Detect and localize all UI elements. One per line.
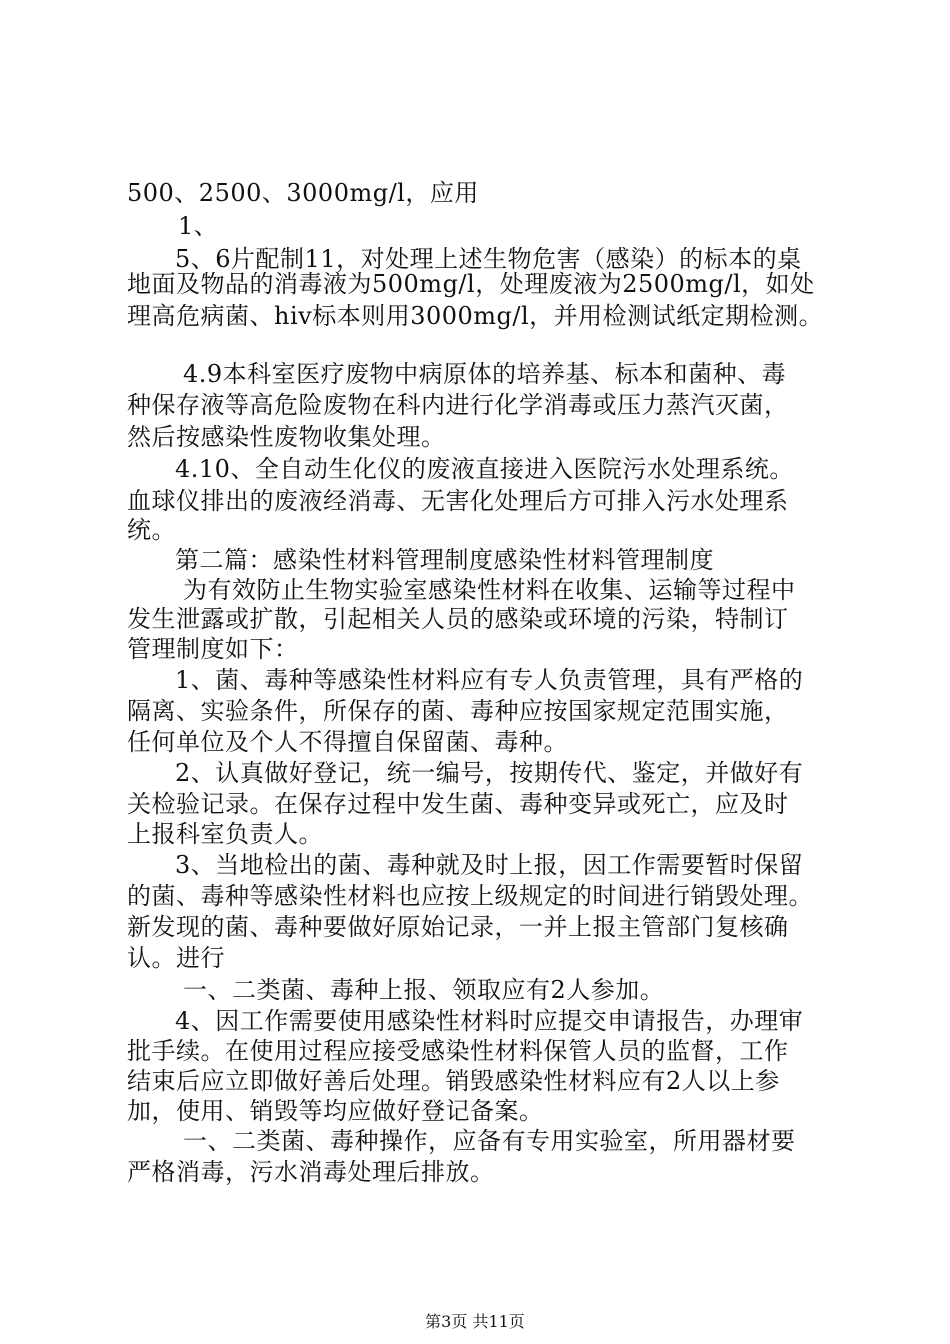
text-line: 1、菌、毒种等感染性材料应有专人负责管理，具有严格的 <box>175 666 804 694</box>
text-line: 地面及物品的消毒液为500mg/l，处理废液为2500mg/l，如处 <box>127 270 815 298</box>
text-line: 4、因工作需要使用感染性材料时应提交申请报告，办理审 <box>175 1007 804 1035</box>
text-line: 5、6片配制11，对处理上述生物危害（感染）的标本的桌 <box>175 245 802 273</box>
text-line: 4.9本科室医疗废物中病原体的培养基、标本和菌种、毒 <box>183 360 787 388</box>
text-line: 加，使用、销毁等均应做好登记备案。 <box>127 1097 544 1125</box>
text-line: 严格消毒，污水消毒处理后排放。 <box>127 1158 495 1186</box>
text-line: 3、当地检出的菌、毒种就及时上报，因工作需要暂时保留 <box>175 851 804 879</box>
text-line: 血球仪排出的废液经消毒、无害化处理后方可排入污水处理系 <box>127 487 789 515</box>
text-line: 统。 <box>127 516 176 544</box>
text-line: 为有效防止生物实验室感染性材料在收集、运输等过程中 <box>183 576 796 604</box>
text-line: 种保存液等高危险废物在科内进行化学消毒或压力蒸汽灭菌， <box>127 391 789 419</box>
text-line: 新发现的菌、毒种要做好原始记录，一并上报主管部门复核确 <box>127 913 789 941</box>
text-line: 任何单位及个人不得擅自保留菌、毒种。 <box>127 728 568 756</box>
section-heading: 第二篇：感染性材料管理制度感染性材料管理制度 <box>175 546 714 574</box>
text-line: 的菌、毒种等感染性材料也应按上级规定的时间进行销毁处理。 <box>127 882 813 910</box>
text-line: 结束后应立即做好善后处理。销毁感染性材料应有2人以上参 <box>127 1067 780 1095</box>
text-line: 关检验记录。在保存过程中发生菌、毒种变异或死亡，应及时 <box>127 790 789 818</box>
text-line: 管理制度如下： <box>127 635 299 663</box>
text-line: 1、 <box>178 212 219 240</box>
text-line: 理高危病菌、hiv标本则用3000mg/l，并用检测试纸定期检测。 <box>127 302 824 330</box>
text-line: 一、二类菌、毒种操作，应备有专用实验室，所用器材要 <box>183 1127 796 1155</box>
text-line: 认。进行 <box>127 944 225 972</box>
text-line: 500、2500、3000mg/l，应用 <box>127 179 479 207</box>
text-line: 批手续。在使用过程应接受感染性材料保管人员的监督，工作 <box>127 1037 789 1065</box>
text-line: 一、二类菌、毒种上报、领取应有2人参加。 <box>183 976 665 1004</box>
text-line: 上报科室负责人。 <box>127 820 323 848</box>
text-line: 然后按感染性废物收集处理。 <box>127 423 446 451</box>
text-line: 2、认真做好登记，统一编号，按期传代、鉴定，并做好有 <box>175 759 804 787</box>
text-line: 发生泄露或扩散，引起相关人员的感染或环境的污染，特制订 <box>127 605 789 633</box>
text-line: 4.10、全自动生化仪的废液直接进入医院污水处理系统。 <box>175 455 794 483</box>
text-line: 隔离、实验条件，所保存的菌、毒种应按国家规定范围实施， <box>127 697 789 725</box>
page-number-footer: 第3页 共11页 <box>425 1312 525 1331</box>
